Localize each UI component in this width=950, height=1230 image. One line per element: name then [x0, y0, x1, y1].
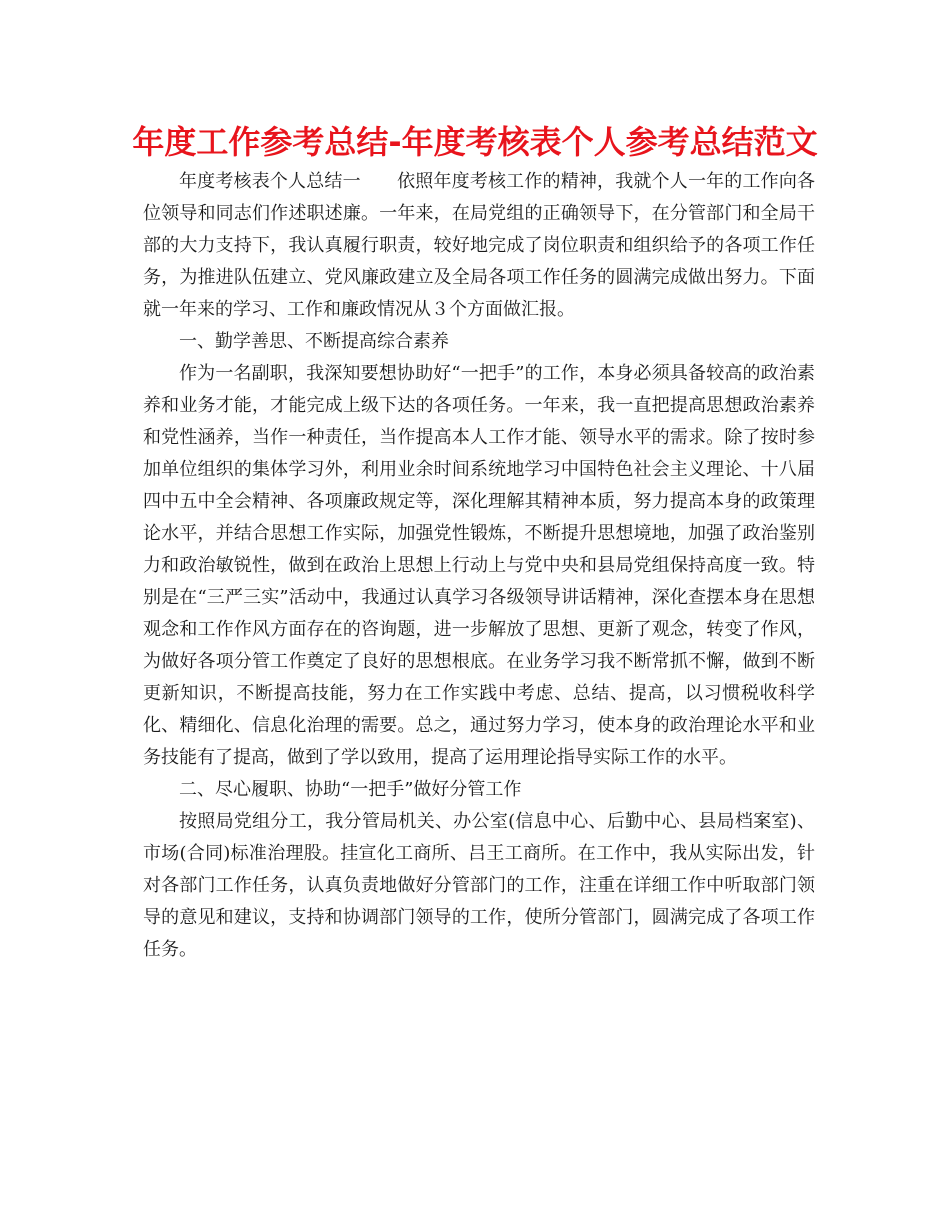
- paragraph-duties: 按照局党组分工，我分管局机关、办公室(信息中心、后勤中心、县局档案室)、市场(合同)标准治理股。挂宣化工商所、吕王工商所。在工作中，我从实际出发，针对各部门工作任务，认真负责地做好分管部门的工作，注重在详细工作中听取部门领导的意见和建议，支持和协调部门领导的工作，使所分管部门，圆满完成了各项工作任务。: [143, 811, 815, 960]
- section-heading-2: 二、尽心履职、协助“一把手”做好分管工作: [179, 779, 522, 800]
- section-heading-1: 一、勤学善思、不断提高综合素养: [179, 331, 449, 352]
- paragraph-study: 作为一名副职，我深知要想协助好“一把手”的工作，本身必须具备较高的政治素养和业务才能，才能完成上级下达的各项任务。一年来，我一直把提高思想政治素养和党性涵养，当作一种责任，当作提高本人工作才能、领导水平的需求。除了按时参加单位组织的集体学习外，利用业余时间系统地学习中国特色社会主义理论、十八届四中五中全会精神、各项廉政规定等，深化理解其精神本质，努力提高本身的政策理论水平，并结合思想工作实际，加强党性锻炼，不断提升思想境地，加强了政治鉴别力和政治敏锐性，做到在政治上思想上行动上与党中央和县局党组保持高度一致。特别是在“三严三实”活动中，我通过认真学习各级领导讲话精神，深化查摆本身在思想观念和工作作风方面存在的咨询题，进一步解放了思想、更新了观念，转变了作风，为做好各项分管工作奠定了良好的思想根底。在业务学习我不断常抓不懈，做到不断更新知识，不断提高技能，努力在工作实践中考虑、总结、提高，以习惯税收科学化、精细化、信息化治理的需要。总之，通过努力学习，使本身的政治理论水平和业务技能有了提高，做到了学以致用，提高了运用理论指导实际工作的水平。: [143, 363, 815, 768]
- document-body: [143, 166, 815, 966]
- paragraph-intro: 年度考核表个人总结一 依照年度考核工作的精神，我就个人一年的工作向各位领导和同志们作述职述廉。一年来，在局党组的正确领导下，在分管部门和全局干部的大力支持下，我认真履行职责，较好地完成了岗位职责和组织给予的各项工作任务，为推进队伍建立、党风廉政建立及全局各项工作任务的圆满完成做出努力。下面就一年来的学习、工作和廉政情况从３个方面做汇报。: [143, 171, 815, 320]
- document-title: 年度工作参考总结-年度考核表个人参考总结范文: [132, 123, 818, 161]
